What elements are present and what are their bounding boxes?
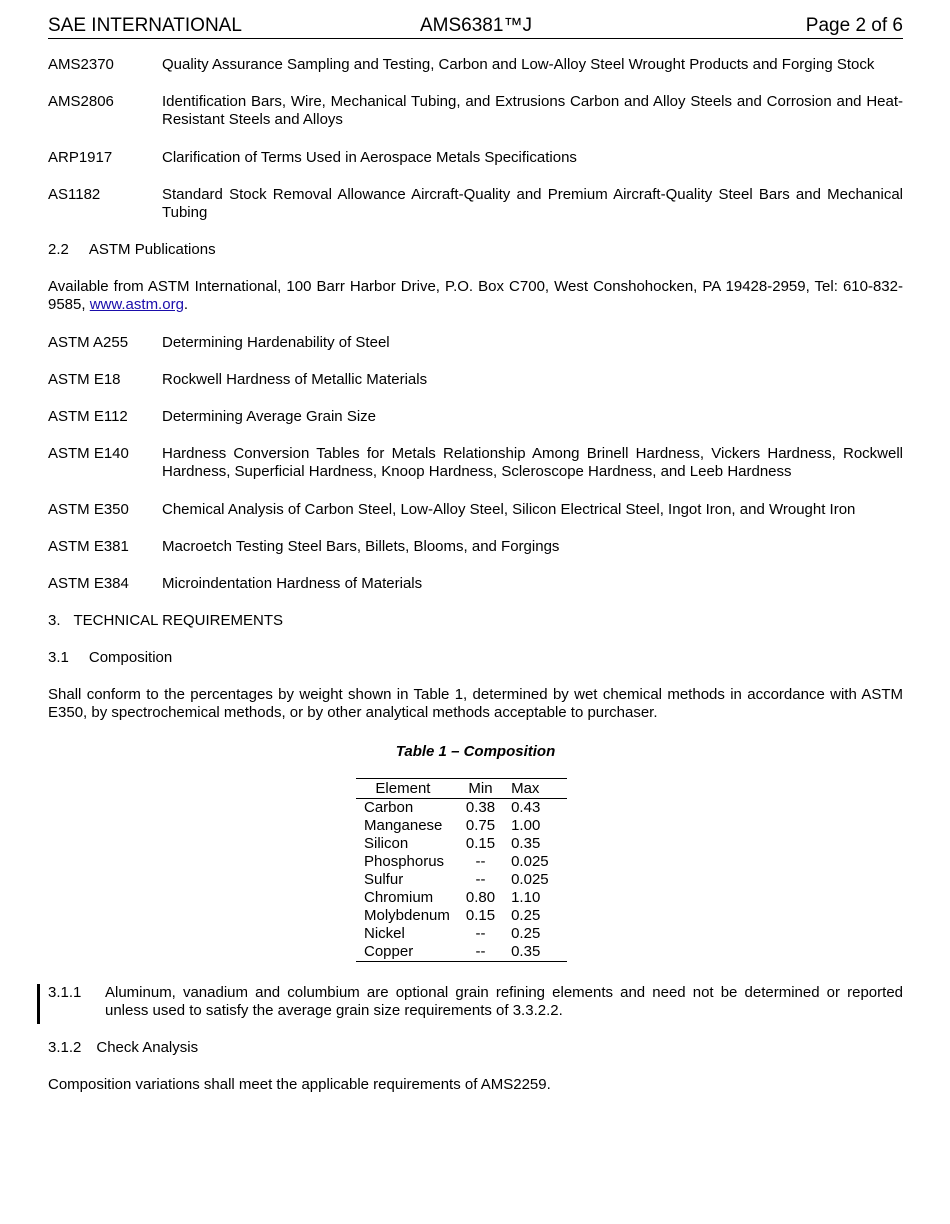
table-row: [356, 817, 567, 835]
cell-max: 0.25: [511, 907, 541, 924]
cell-min: 0.38: [465, 799, 496, 816]
header-spec-number: AMS6381™J: [420, 15, 532, 36]
section-3-heading: [48, 612, 903, 630]
section-number: 3.1: [48, 649, 69, 666]
section-number: 2.2: [48, 241, 69, 258]
section-title: ASTM Publications: [88, 241, 216, 258]
reference-code: ASTM E384: [48, 575, 129, 592]
composition-table: [356, 778, 567, 962]
reference-code: AMS2370: [48, 56, 114, 73]
table-row: [356, 907, 567, 925]
header-page-number: Page 2 of 6: [805, 15, 903, 36]
cell-min: --: [475, 853, 486, 870]
header-min: Min: [458, 779, 503, 799]
table-row: [356, 889, 567, 907]
cell-min: --: [458, 943, 503, 962]
reference-astm-e384: [48, 575, 903, 593]
section-3-1-heading: [48, 649, 903, 667]
reference-description: Microindentation Hardness of Materials: [162, 575, 423, 592]
section-number: 3.: [48, 612, 61, 629]
reference-arp1917: [48, 149, 903, 167]
reference-code: ASTM E381: [48, 538, 129, 555]
reference-astm-e350: [48, 501, 903, 519]
reference-ams2806: [48, 93, 903, 129]
astm-availability-paragraph: [48, 278, 903, 314]
cell-min: 0.15: [465, 907, 496, 924]
table-row: [356, 871, 567, 889]
table-row: [356, 943, 567, 962]
section-title: TECHNICAL REQUIREMENTS: [73, 612, 283, 629]
page-header: [48, 14, 903, 39]
section-3-1-1: [48, 984, 903, 1020]
cell-element: Phosphorus: [364, 853, 445, 870]
cell-max: 0.025: [511, 871, 549, 888]
cell-max: 0.025: [511, 853, 549, 870]
cell-max: 0.35: [511, 835, 541, 852]
cell-element: Chromium: [364, 889, 434, 906]
cell-min: --: [475, 925, 486, 942]
reference-description: Quality Assurance Sampling and Testing, Carbon and Low-Alloy Steel Wrought Products and Forging Stock: [162, 56, 875, 73]
reference-description: Determining Hardenability of Steel: [162, 334, 390, 351]
header-publisher: SAE INTERNATIONAL: [48, 15, 242, 36]
reference-astm-a255: [48, 334, 903, 352]
table-row: [356, 835, 567, 853]
cell-max: 0.43: [511, 799, 541, 816]
reference-code: AMS2806: [48, 93, 114, 110]
header-element: Element: [356, 779, 458, 799]
section-number: 3.1.1: [48, 984, 82, 1001]
section-title: Check Analysis: [96, 1039, 199, 1056]
cell-min: 0.15: [465, 835, 496, 852]
table-header-row: [356, 779, 567, 799]
availability-period: .: [183, 296, 189, 313]
section-3-1-2-heading: [48, 1039, 903, 1057]
reference-code: ARP1917: [48, 149, 113, 166]
reference-code: ASTM E350: [48, 501, 129, 518]
cell-min: 0.75: [465, 817, 496, 834]
cell-element: Manganese: [364, 817, 443, 834]
reference-astm-e112: [48, 408, 903, 426]
cell-min: --: [475, 871, 486, 888]
reference-code: ASTM E112: [48, 408, 128, 425]
table-row: [356, 853, 567, 871]
cell-element: Carbon: [364, 799, 414, 816]
reference-description: Rockwell Hardness of Metallic Materials: [162, 371, 428, 388]
header-max: Max: [503, 779, 567, 799]
cell-element: Silicon: [364, 835, 409, 852]
cell-element: Sulfur: [364, 871, 404, 888]
reference-description: Hardness Conversion Tables for Metals Relationship Among Brinell Hardness, Vickers Hardness, Rockwell Hardness, Superficial Hardness, Knoop Hardness, Scleroscope Hardness, and Leeb Hardness: [162, 445, 903, 480]
revision-change-bar: [37, 984, 40, 1024]
reference-description: Identification Bars, Wire, Mechanical Tubing, and Extrusions Carbon and Alloy Steels and Corrosion and Heat-Resistant Steels and Alloys: [162, 93, 903, 128]
section-3-1-1-body: Aluminum, vanadium and columbium are optional grain refining elements and need not be determined or reported unless used to satisfy the average grain size requirements of 3.3.2.2.: [105, 984, 903, 1019]
reference-description: Determining Average Grain Size: [162, 408, 376, 425]
reference-code: ASTM E18: [48, 371, 121, 388]
section-3-1-body: Shall conform to the percentages by weight shown in Table 1, determined by wet chemical methods in accordance with ASTM E350, by spectrochemical methods, or by other analytical methods acceptable to purchaser.: [48, 686, 903, 721]
cell-max: 1.00: [511, 817, 541, 834]
section-2-2-heading: [48, 241, 903, 259]
reference-astm-e140: [48, 445, 903, 481]
cell-max: 0.25: [511, 925, 541, 942]
reference-description: Chemical Analysis of Carbon Steel, Low-Alloy Steel, Silicon Electrical Steel, Ingot Iron, and Wrought Iron: [162, 501, 856, 518]
section-number: 3.1.2: [48, 1039, 82, 1056]
reference-code: AS1182: [48, 186, 101, 203]
cell-min: 0.80: [465, 889, 496, 906]
section-3-1-2-body: Composition variations shall meet the applicable requirements of AMS2259.: [48, 1076, 551, 1093]
table-row: [356, 799, 567, 818]
table-1-caption: Table 1 – Composition: [395, 743, 556, 760]
astm-website-link[interactable]: www.astm.org: [89, 296, 184, 313]
reference-code: ASTM E140: [48, 445, 129, 462]
cell-element: Molybdenum: [364, 907, 450, 924]
cell-max: 0.35: [503, 943, 567, 962]
reference-astm-e18: [48, 371, 903, 389]
cell-element: Copper: [356, 943, 458, 962]
reference-description: Clarification of Terms Used in Aerospace Metals Specifications: [162, 149, 577, 166]
section-title: Composition: [88, 649, 173, 666]
reference-code: ASTM A255: [48, 334, 129, 351]
cell-max: 1.10: [511, 889, 541, 906]
reference-as1182: [48, 186, 903, 222]
reference-ams2370: [48, 56, 903, 74]
table-row: [356, 925, 567, 943]
availability-text: Available from ASTM International, 100 Barr Harbor Drive, P.O. Box C700, West Conshohocken, PA 19428-2959, Tel: 610-832-9585,: [48, 278, 903, 313]
reference-astm-e381: [48, 538, 903, 556]
reference-description: Standard Stock Removal Allowance Aircraft-Quality and Premium Aircraft-Quality Steel Bars and Mechanical Tubing: [162, 186, 903, 221]
reference-description: Macroetch Testing Steel Bars, Billets, Blooms, and Forgings: [162, 538, 560, 555]
cell-element: Nickel: [364, 925, 405, 942]
